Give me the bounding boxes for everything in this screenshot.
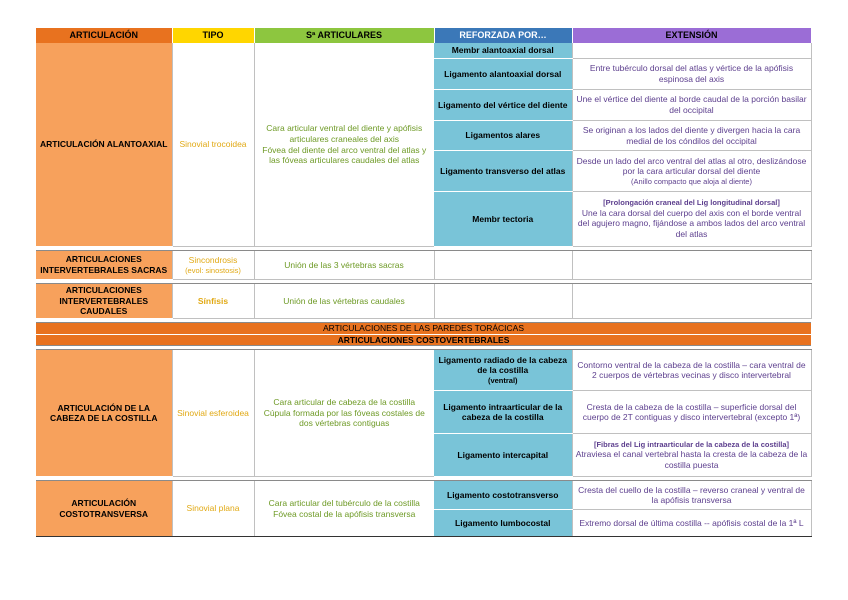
header-tipo: TIPO — [172, 28, 254, 43]
extension-note: (Anillo compacto que aloja al diente) — [631, 176, 752, 186]
extension-cell — [572, 284, 811, 319]
articular-surfaces — [254, 43, 434, 247]
section-banner-paredes: ARTICULACIONES DE LAS PAREDES TORÁCICAS — [36, 322, 811, 334]
articular-surfaces — [254, 481, 434, 537]
articulation-type — [172, 251, 254, 280]
surface-line: Cara articular del tubérculo de la costilla — [268, 498, 420, 508]
extension-cell: Cresta de la cabeza de la costilla – superficie dorsal del cuerpo de 2T contiguas y disco intervertebral (excepto 1ª) — [572, 391, 811, 434]
extension-cell: Extremo dorsal de última costilla -- apófisis costal de la 1ª L — [572, 510, 811, 537]
extension-note: [Fibras del Lig intraarticular de la cabeza de la costilla] — [593, 439, 790, 449]
articulation-name: ARTICULACIONES INTERVERTEBRALES SACRAS — [36, 251, 172, 280]
surface-line: Fóvea del diente del arco ventral del atlas y las fóveas articulares caudales del atlas — [262, 144, 427, 166]
header-reforzada: REFORZADA POR… — [434, 28, 572, 43]
reinforcement-cell — [434, 284, 572, 319]
table-row — [36, 251, 811, 280]
articulation-name: ARTICULACIÓN COSTOTRANSVERSA — [36, 481, 172, 537]
surface-line: Cara articular de cabeza de la costilla — [273, 397, 416, 408]
section-banner-costovertebrales: ARTICULACIONES COSTOVERTEBRALES — [36, 334, 811, 346]
anatomy-table-sheet — [36, 28, 811, 537]
reinforcement-cell: Ligamento alantoaxial dorsal — [434, 59, 572, 90]
extension-cell — [572, 251, 811, 280]
articular-surfaces: Unión de las vértebras caudales — [254, 284, 434, 319]
surface-line: Fóvea costal de la apófisis transversa — [273, 508, 416, 519]
extension-cell: Contorno ventral de la cabeza de la costilla – cara ventral de 2 cuerpos de vértebras vecinas y disco intervertebral — [572, 350, 811, 391]
articulation-name: ARTICULACIÓN DE LA CABEZA DE LA COSTILLA — [36, 350, 172, 477]
reinforcement-cell: Ligamento del vértice del diente — [434, 90, 572, 121]
table-row — [36, 43, 811, 59]
extension-cell: Cresta del cuello de la costilla – reverso craneal y ventral de la apófisis transversa — [572, 481, 811, 510]
extension-cell — [572, 151, 811, 192]
articulation-type: Sínfisis — [172, 284, 254, 319]
section-banner-row — [36, 334, 811, 346]
reinforcement-cell: Ligamento transverso del atlas — [434, 151, 572, 192]
header-row — [36, 28, 811, 43]
extension-line: Une la cara dorsal del cuerpo del axis con el borde ventral del agujero magno, fijándose a ambos lados del arco ventral del atlas — [577, 207, 806, 239]
table-row — [36, 284, 811, 319]
extension-cell — [572, 434, 811, 477]
header-superficies: Sª ARTICULARES — [254, 28, 434, 43]
extension-cell: Entre tubérculo dorsal del atlas y vértice de la apófisis espinosa del axis — [572, 59, 811, 90]
reinforcement-cell: Membr tectoria — [434, 192, 572, 247]
extension-cell — [572, 192, 811, 247]
reinforcement-cell — [434, 350, 572, 391]
articulation-type: Sinovial esferoidea — [172, 350, 254, 477]
table-row — [36, 350, 811, 391]
articulation-type: Sinovial trocoidea — [172, 43, 254, 247]
section-banner-row — [36, 322, 811, 334]
table-row — [36, 481, 811, 510]
extension-note: [Prolongación craneal del Lig longitudinal dorsal] — [603, 198, 780, 208]
articulations-table — [36, 28, 812, 537]
articular-surfaces — [254, 350, 434, 477]
extension-line: Atraviesa el canal vertebral hasta la cresta de la cabeza de la costilla puesta — [575, 449, 808, 470]
reinforcement-note: (ventral) — [487, 376, 518, 386]
articulation-type: Sinovial plana — [172, 481, 254, 537]
extension-line: Desde un lado del arco ventral del atlas al otro, deslizándose por la cara articular dorsal del diente — [576, 155, 807, 177]
extension-cell — [572, 43, 811, 59]
extension-cell: Se originan a los lados del diente y divergen hacia la cara medial de los cóndilos del occipital — [572, 121, 811, 151]
surface-line: Cara articular ventral del diente y apófisis articulares craneales del axis — [266, 123, 423, 144]
articulation-name: ARTICULACIONES INTERVERTEBRALES CAUDALES — [36, 284, 172, 319]
type-note: (evol: sinostosis) — [185, 265, 241, 275]
articulation-name: ARTICULACIÓN ALANTOAXIAL — [36, 43, 172, 247]
reinforcement-cell: Ligamento costotransverso — [434, 481, 572, 510]
reinforcement-cell: Ligamento lumbocostal — [434, 510, 572, 537]
reinforcement-cell: Ligamento intraarticular de la cabeza de la costilla — [434, 391, 572, 434]
type-line: Sincondrosis — [188, 255, 238, 265]
reinforcement-cell: Ligamento intercapital — [434, 434, 572, 477]
reinforcement-cell: Ligamentos alares — [434, 121, 572, 151]
reinforcement-cell: Membr alantoaxial dorsal — [434, 43, 572, 59]
reinforcement-cell — [434, 251, 572, 280]
reinforcement-line: Ligamento radiado de la cabeza de la costilla — [438, 354, 567, 376]
extension-cell: Une el vértice del diente al borde caudal de la porción basilar del occipital — [572, 90, 811, 121]
header-extension: EXTENSIÓN — [572, 28, 811, 43]
header-articulacion: ARTICULACIÓN — [36, 28, 172, 43]
surface-line: Cúpula formada por las fóveas costales de dos vértebras contiguas — [263, 407, 425, 429]
articular-surfaces: Unión de las 3 vértebras sacras — [254, 251, 434, 280]
